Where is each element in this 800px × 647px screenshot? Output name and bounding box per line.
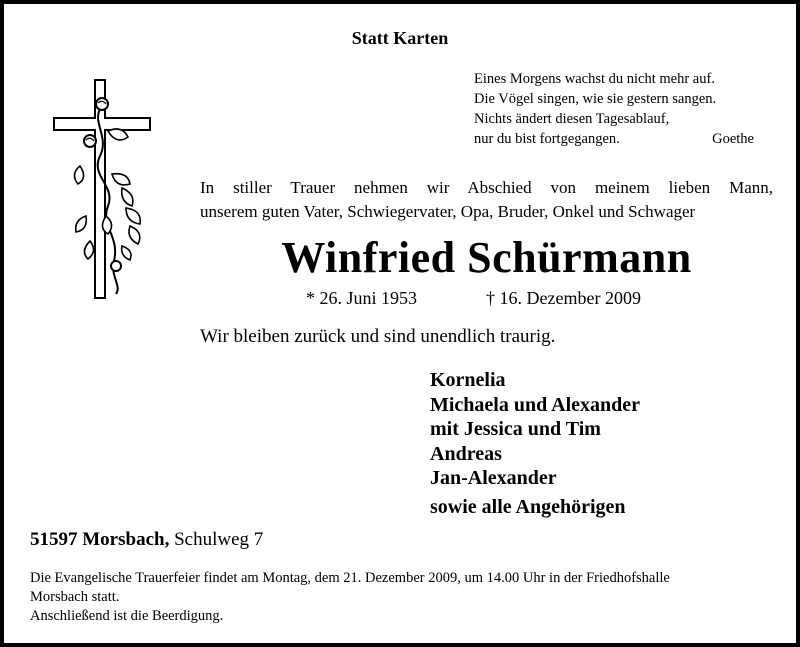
mourner-name: mit Jessica und Tim bbox=[430, 418, 601, 440]
poem bbox=[474, 69, 764, 149]
address-street: Schulweg 7 bbox=[174, 529, 264, 550]
mourners-closing: sowie alle Angehörigen bbox=[430, 495, 626, 518]
service-info bbox=[30, 569, 770, 626]
intro-line: unserem guten Vater, Schwiegervater, Opa, Bruder, Onkel und Schwager bbox=[200, 202, 696, 221]
poem-line: Die Vögel singen, wie sie gestern sangen. bbox=[474, 91, 717, 107]
notice-header: Statt Karten bbox=[351, 28, 449, 48]
service-line: Anschließend ist die Beerdigung. bbox=[30, 608, 224, 624]
mourner-name: Jan-Alexander bbox=[430, 467, 557, 489]
death-date: † 16. Dezember 2009 bbox=[486, 288, 641, 308]
mourners-list bbox=[430, 368, 640, 519]
mourner-name: Andreas bbox=[430, 442, 502, 465]
mourner-name: Kornelia bbox=[430, 369, 506, 391]
service-line: Die Evangelische Trauerfeier findet am Montag, dem 21. Dezember 2009, um 14.00 Uhr in der Friedhofshalle bbox=[30, 570, 670, 586]
poem-line: Nichts ändert diesen Tagesablauf, bbox=[474, 111, 670, 127]
poem-line: Eines Morgens wachst du nicht mehr auf. bbox=[474, 71, 715, 87]
cross-with-roses-icon bbox=[50, 76, 160, 311]
birth-date: * 26. Juni 1953 bbox=[306, 288, 418, 308]
service-line: Morsbach statt. bbox=[30, 589, 120, 605]
poem-author: Goethe bbox=[712, 131, 754, 147]
mourning-statement: Wir bleiben zurück und sind unendlich traurig. bbox=[200, 326, 556, 347]
family-address bbox=[30, 529, 263, 551]
intro-text bbox=[200, 176, 773, 224]
intro-line: In stiller Trauer nehmen wir Abschied von meinem lieben Mann, bbox=[200, 178, 773, 197]
deceased-name: Winfried Schürmann bbox=[281, 233, 692, 282]
poem-line: nur du bist fortgegangen. bbox=[474, 131, 620, 147]
mourner-name: Michaela und Alexander bbox=[430, 393, 641, 416]
address-place: 51597 Morsbach, bbox=[30, 529, 170, 550]
